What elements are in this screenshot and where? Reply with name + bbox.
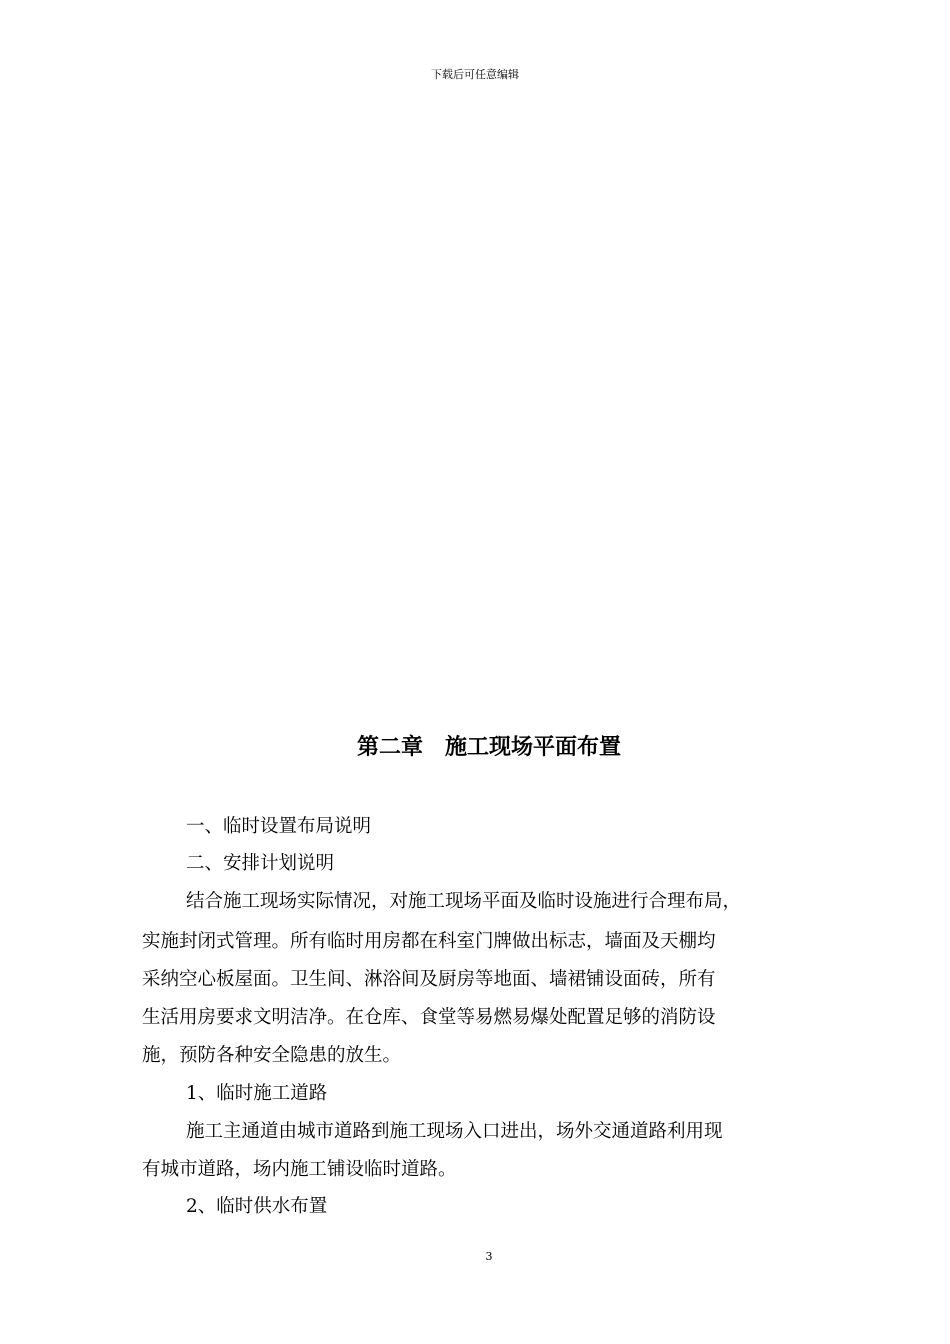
paragraph-line: 生活用房要求文明洁净。在仓库、食堂等易燃易爆处配置足够的消防设 <box>142 1007 716 1028</box>
section-heading-2: 二、安排计划说明 <box>186 853 335 874</box>
paragraph-line: 采纳空心板屋面。卫生间、淋浴间及厨房等地面、墙裙铺设面砖，所有 <box>142 969 716 990</box>
section-heading-1: 一、临时设置布局说明 <box>186 816 372 837</box>
paragraph-line: 结合施工现场实际情况，对施工现场平面及临时设施进行合理布局， <box>186 891 742 912</box>
subsection-heading-1: 1、临时施工道路 <box>186 1083 328 1104</box>
chapter-title: 第二章 施工现场平面布置 <box>356 734 621 760</box>
subsection-heading-2: 2、临时供水布置 <box>186 1196 328 1217</box>
page-number: 3 <box>485 1250 493 1263</box>
paragraph-line: 有城市道路，场内施工铺设临时道路。 <box>142 1159 457 1180</box>
paragraph-line: 施工主通道由城市道路到施工现场入口进出，场外交通道路利用现 <box>186 1121 723 1142</box>
page-header: 下载后可任意编辑 <box>431 68 519 81</box>
body-text <box>142 0 862 1344</box>
paragraph-line: 施，预防各种安全隐患的放生。 <box>142 1045 402 1066</box>
paragraph-line: 实施封闭式管理。所有临时用房都在科室门牌做出标志，墙面及天棚均 <box>142 931 716 952</box>
